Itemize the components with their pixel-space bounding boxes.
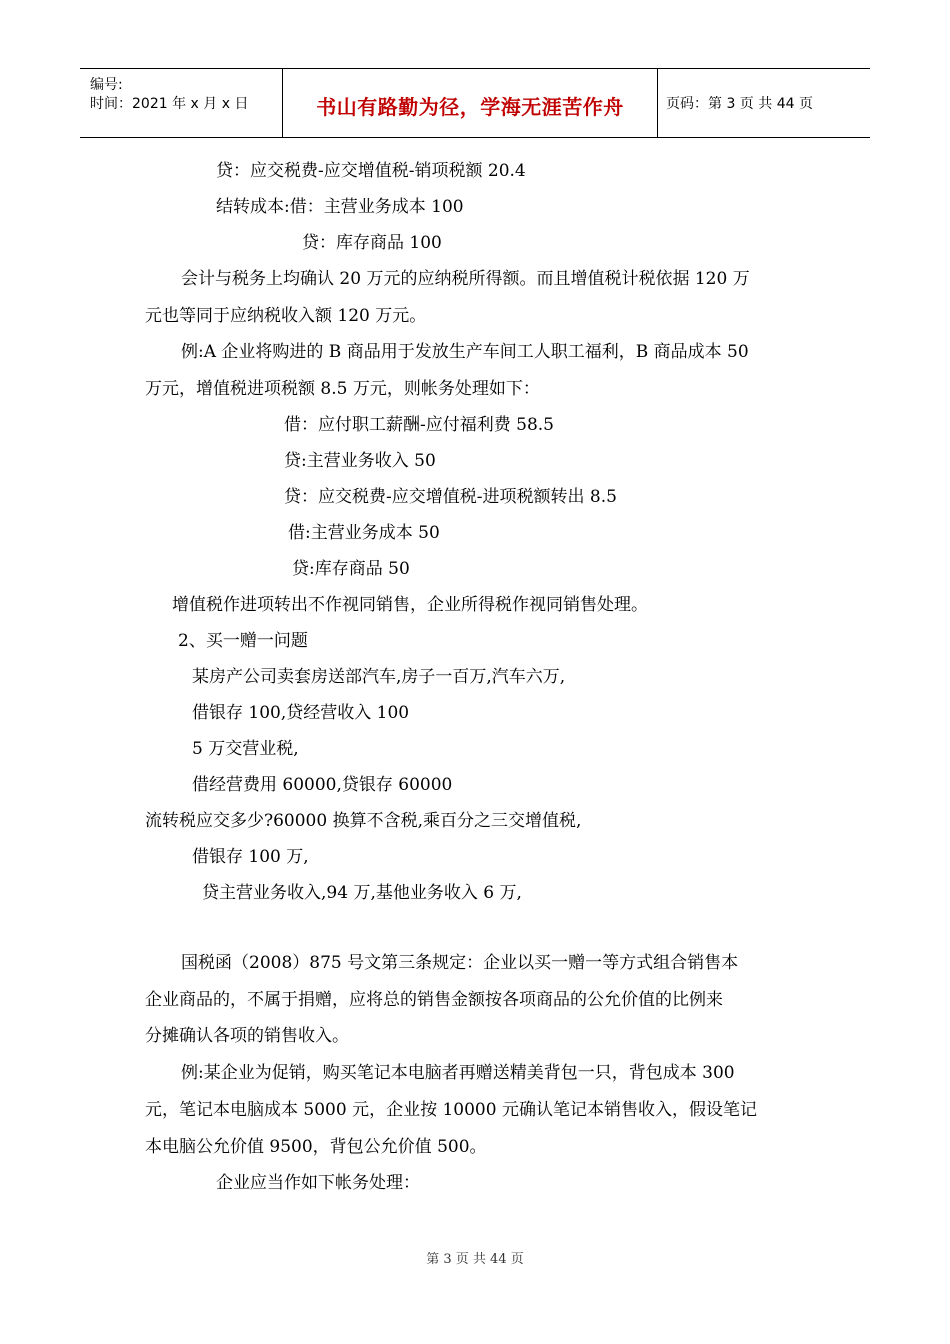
section-heading: 2、买一赠一问题: [178, 631, 308, 651]
text-line: 元，笔记本电脑成本 5000 元，企业按 10000 元确认笔记本销售收入，假设笔记: [145, 1100, 757, 1120]
text-line: 增值税作进项转出不作视同销售，企业所得税作视同销售处理。: [172, 595, 648, 615]
number-label: 编号:: [90, 77, 123, 93]
text-line: 贷主营业务收入,94 万,基他业务收入 6 万,: [202, 883, 522, 903]
text-line: 借：应付职工薪酬-应付福利费 58.5: [284, 415, 554, 435]
text-line: 贷：库存商品 100: [302, 233, 442, 253]
text-line: 例:A 企业将购进的 B 商品用于发放生产车间工人职工福利，B 商品成本 50: [181, 342, 749, 362]
text-line: 借经营费用 60000,贷银存 60000: [192, 775, 453, 795]
header-middle-cell: [283, 69, 658, 137]
text-line: 万元，增值税进项税额 8.5 万元，则帐务处理如下：: [145, 379, 540, 399]
text-line: 某房产公司卖套房送部汽车,房子一百万,汽车六万,: [192, 667, 566, 687]
text-line: 贷:库存商品 50: [292, 559, 410, 579]
text-line: 结转成本:借：主营业务成本 100: [216, 197, 464, 217]
text-line: 元也等同于应纳税收入额 120 万元。: [145, 306, 427, 326]
text-line: 国税函（2008）875 号文第三条规定：企业以买一赠一等方式组合销售本: [181, 953, 739, 973]
text-line: 借银存 100 万,: [192, 847, 309, 867]
text-line: 借:主营业务成本 50: [288, 523, 440, 543]
text-line: 流转税应交多少?60000 换算不含税,乘百分之三交增值税,: [145, 811, 582, 831]
text-line: 企业商品的，不属于捐赠，应将总的销售金额按各项商品的公允价值的比例来: [145, 990, 723, 1010]
page-footer: 第 3 页 共 44 页: [426, 1252, 524, 1267]
text-line: 分摊确认各项的销售收入。: [145, 1026, 349, 1046]
motto: 书山有路勤为径，学海无涯苦作舟: [316, 95, 624, 119]
text-line: 例:某企业为促销，购买笔记本电脑者再赠送精美背包一只，背包成本 300: [181, 1063, 735, 1083]
header-left-cell: [80, 69, 283, 137]
text-line: 借银存 100,贷经营收入 100: [192, 703, 410, 723]
text-line: 会计与税务上均确认 20 万元的应纳税所得额。而且增值税计税依据 120 万: [181, 269, 750, 289]
text-line: 5 万交营业税,: [192, 739, 299, 759]
page-code: 页码：第 3 页 共 44 页: [666, 96, 813, 112]
text-line: 贷：应交税费-应交增值税-销项税额 20.4: [216, 161, 526, 181]
header-table: [80, 68, 870, 138]
text-line: 本电脑公允价值 9500，背包公允价值 500。: [145, 1137, 487, 1157]
text-line: 贷：应交税费-应交增值税-进项税额转出 8.5: [284, 487, 617, 507]
text-line: 企业应当作如下帐务处理：: [216, 1173, 420, 1193]
time-label: 时间：2021 年 x 月 x 日: [90, 96, 249, 112]
header-right-cell: [658, 69, 870, 137]
text-line: 贷:主营业务收入 50: [284, 451, 436, 471]
